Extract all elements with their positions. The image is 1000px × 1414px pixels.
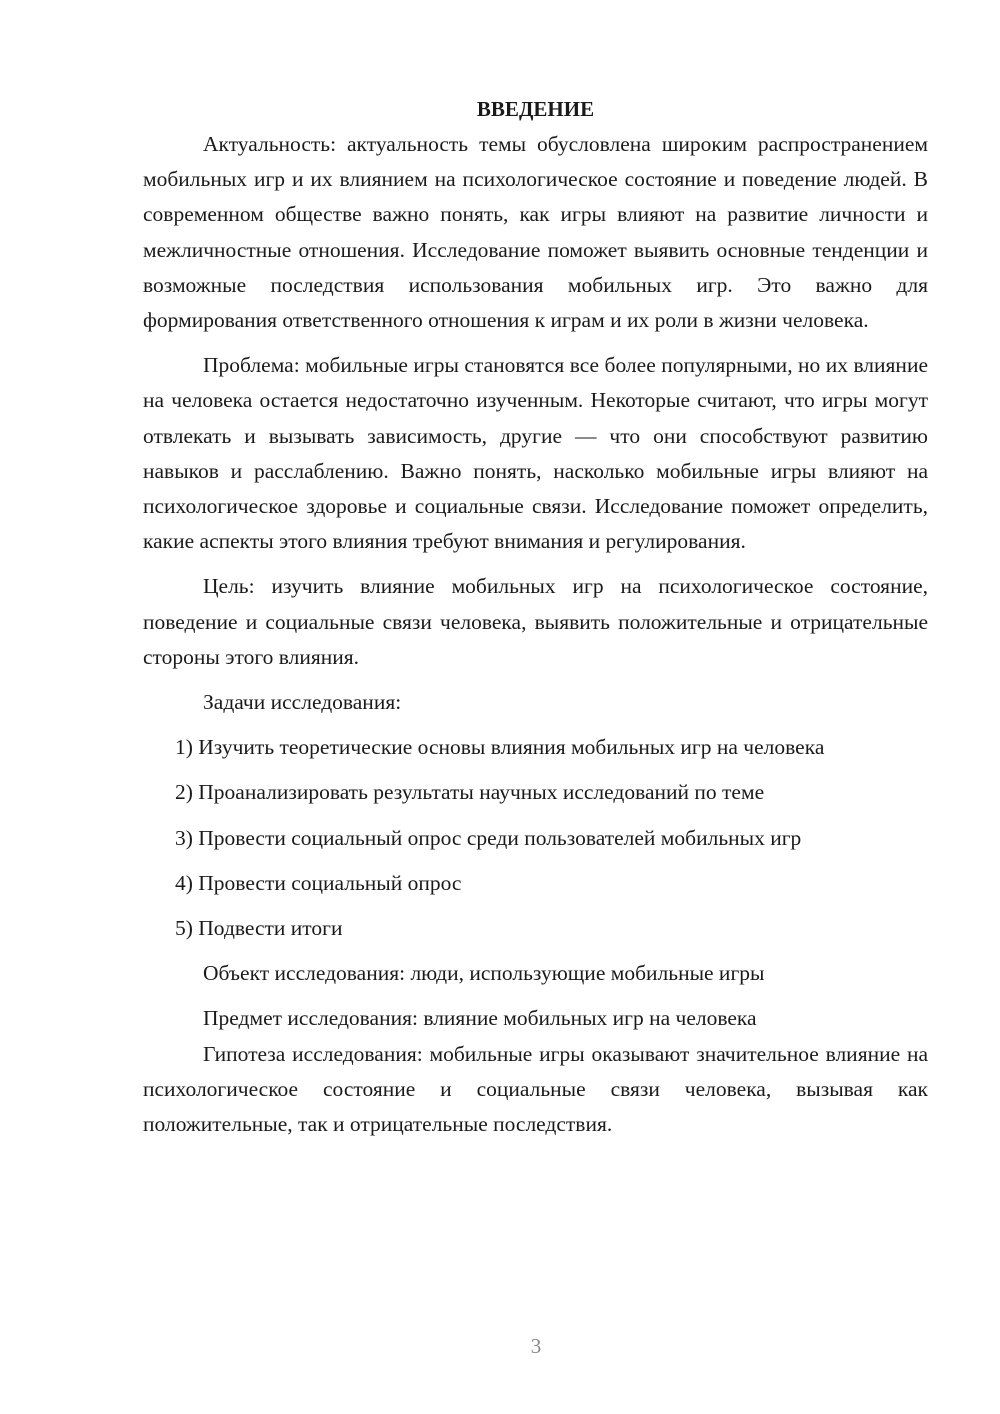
goal-paragraph: Цель: изучить влияние мобильных игр на психологическое состояние, поведение и социальные связи человека, выявить положительные и отрицательные стороны этого влияния.: [143, 574, 928, 669]
task-item: 4) Провести социальный опрос: [175, 870, 462, 895]
document-body: [143, 92, 928, 1142]
task-item: 3) Провести социальный опрос среди пользователей мобильных игр: [175, 825, 802, 850]
tasks-list: [143, 730, 928, 946]
page-title: ВВЕДЕНИЕ: [476, 97, 595, 121]
hypothesis-paragraph: Гипотеза исследования: мобильные игры оказывают значительное влияние на психологическое состояние и социальные связи человека, вызывая как положительные, так и отрицательные последствия.: [143, 1041, 928, 1137]
tasks-heading: Задачи исследования:: [203, 690, 402, 715]
relevance-paragraph: Актуальность: актуальность темы обусловлена широким распространением мобильных игр и их влиянием на психологическое состояние и поведение людей. В современном обществе важно понять, как игры влияют на развитие личности и межличностные отношения. Исследование поможет выявить основные тенденции и возможные последствия использования мобильных игр. Это важно для формирования ответственного отношения к играм и их роли в жизни человека.: [143, 132, 928, 333]
research-object: Объект исследования: люди, использующие мобильные игры: [203, 961, 765, 986]
task-item: 1) Изучить теоретические основы влияния мобильных игр на человека: [175, 735, 825, 760]
problem-paragraph: Проблема: мобильные игры становятся все более популярными, но их влияние на человека остается недостаточно изученным. Некоторые считают, что игры могут отвлекать и вызывать зависимость, другие — что они способствуют развитию навыков и расслаблению. Важно понять, насколько мобильные игры влияют на психологическое здоровье и социальные связи. Исследование поможет определить, какие аспекты этого влияния требуют внимания и регулирования.: [143, 353, 928, 554]
task-item: 5) Подвести итоги: [175, 916, 343, 941]
task-item: 2) Проанализировать результаты научных исследований по теме: [175, 780, 765, 805]
research-subject: Предмет исследования: влияние мобильных игр на человека: [203, 1006, 757, 1031]
page-number: 3: [530, 1334, 542, 1358]
